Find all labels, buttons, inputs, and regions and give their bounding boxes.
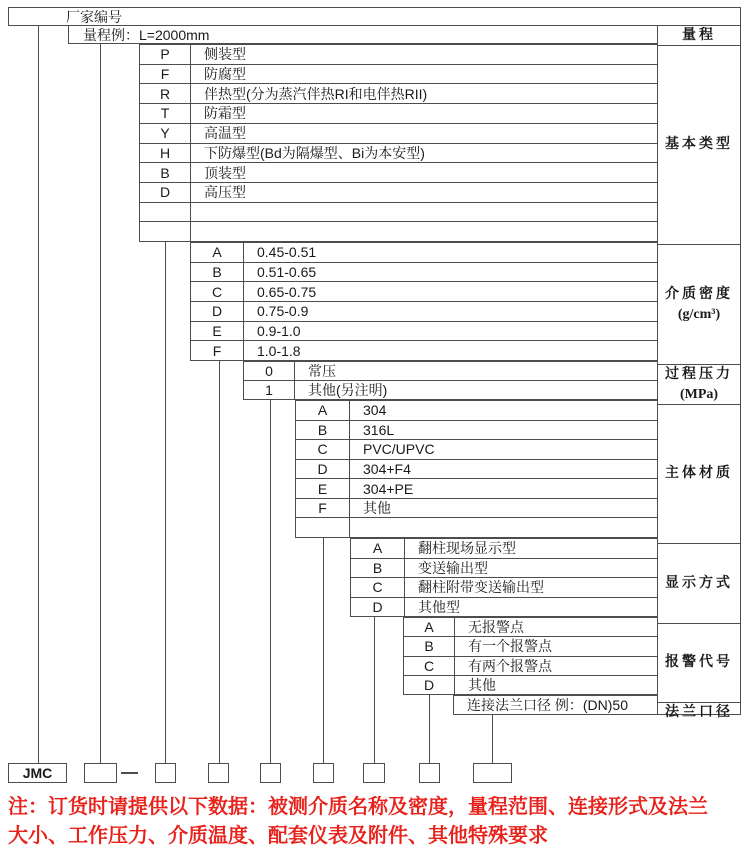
desc-cell: 翻柱附带变送输出型 xyxy=(418,579,544,596)
code-cell: D xyxy=(404,676,455,694)
desc-cell: 防腐型 xyxy=(204,66,246,83)
table-row xyxy=(404,637,657,656)
table-row xyxy=(244,381,657,399)
section-process-pressure xyxy=(243,361,658,400)
code-cell: C xyxy=(404,657,455,675)
table-row xyxy=(351,539,657,559)
table-row xyxy=(296,460,657,480)
range-example-row xyxy=(68,25,658,44)
model-code-box xyxy=(84,763,117,783)
table-row xyxy=(351,559,657,579)
table-row xyxy=(191,322,657,342)
table-row xyxy=(404,657,657,676)
model-code-box xyxy=(260,763,281,783)
desc-cell: 其他型 xyxy=(418,598,460,615)
code-cell: E xyxy=(296,479,350,498)
code-cell: B xyxy=(296,421,350,440)
flange-diameter-text: 连接法兰口径 例：(DN)50 xyxy=(467,697,629,713)
table-row xyxy=(191,282,657,302)
flange-diameter-row xyxy=(453,695,658,715)
label-medium-density: 介质密度 (g/cm³) xyxy=(658,245,740,365)
factory-number-label: 厂家编号 xyxy=(66,8,122,25)
code-cell: B xyxy=(140,163,191,182)
table-row xyxy=(191,302,657,322)
connector-line xyxy=(374,617,375,763)
code-cell: A xyxy=(296,401,350,420)
label-display-mode: 显示方式 xyxy=(658,544,740,624)
code-cell: F xyxy=(296,499,350,518)
desc-cell: 高温型 xyxy=(204,125,246,142)
code-cell: F xyxy=(140,65,191,84)
table-row xyxy=(296,479,657,499)
desc-cell: 翻柱现场显示型 xyxy=(418,540,516,557)
code-cell: D xyxy=(296,460,350,479)
code-cell: A xyxy=(404,618,455,636)
connector-line xyxy=(100,44,101,763)
desc-cell: 0.65-0.75 xyxy=(257,283,317,300)
table-row xyxy=(140,124,657,144)
table-row xyxy=(296,421,657,441)
desc-cell: 其他(另注明) xyxy=(308,382,388,398)
model-code-box xyxy=(419,763,440,783)
table-row-empty xyxy=(140,222,657,241)
desc-cell: 304+F4 xyxy=(363,461,411,478)
desc-cell: 侧装型 xyxy=(204,46,246,63)
desc-cell xyxy=(191,222,204,241)
code-cell: D xyxy=(351,598,405,617)
desc-cell: 0.51-0.65 xyxy=(257,264,317,280)
label-range: 量程 xyxy=(658,26,740,46)
model-code-box xyxy=(208,763,229,783)
desc-cell: 316L xyxy=(363,421,395,438)
code-cell: D xyxy=(191,302,244,321)
table-row xyxy=(296,401,657,421)
table-row xyxy=(296,440,657,460)
table-row xyxy=(351,578,657,598)
table-row xyxy=(244,362,657,381)
range-example-label: 量程例：L=2000mm xyxy=(83,26,210,43)
code-cell: C xyxy=(351,578,405,597)
code-cell: A xyxy=(351,539,405,558)
code-cell: A xyxy=(191,243,244,262)
section-body-material xyxy=(295,400,658,538)
connector-line xyxy=(323,538,324,763)
desc-cell: 高压型 xyxy=(204,184,246,201)
connector-line xyxy=(492,715,493,763)
desc-cell xyxy=(191,203,204,222)
desc-cell: 0.45-0.51 xyxy=(257,244,317,261)
desc-cell xyxy=(350,518,363,537)
connector-line xyxy=(219,361,220,763)
table-row xyxy=(140,104,657,124)
table-row xyxy=(351,598,657,617)
table-row xyxy=(140,163,657,183)
model-prefix-label: JMC xyxy=(22,765,53,781)
connector-line xyxy=(429,695,430,763)
label-process-pressure: 过程压力 (MPa) xyxy=(658,365,740,405)
code-cell: Y xyxy=(140,124,191,143)
desc-cell: 0.9-1.0 xyxy=(257,323,301,340)
model-code-box xyxy=(473,763,512,783)
model-code-box xyxy=(363,763,385,783)
section-medium-density xyxy=(190,242,658,361)
table-row-empty xyxy=(140,203,657,223)
desc-cell: 无报警点 xyxy=(468,619,524,636)
section-display-mode xyxy=(350,538,658,617)
code-cell: F xyxy=(191,341,244,360)
code-cell: R xyxy=(140,84,191,103)
connector-line xyxy=(38,25,39,763)
desc-cell: 有两个报警点 xyxy=(468,657,552,674)
desc-cell: 304 xyxy=(363,402,387,419)
desc-cell: 0.75-0.9 xyxy=(257,303,309,320)
table-row xyxy=(140,183,657,203)
code-cell xyxy=(296,518,350,537)
code-cell: C xyxy=(296,440,350,459)
code-cell xyxy=(140,222,191,241)
desc-cell: PVC/UPVC xyxy=(363,441,435,458)
ordering-note xyxy=(8,793,748,845)
label-basic-type: 基本类型 xyxy=(658,46,740,245)
code-cell: C xyxy=(191,282,244,301)
table-row xyxy=(140,65,657,85)
table-row xyxy=(140,45,657,65)
desc-cell: 防霜型 xyxy=(204,105,246,122)
desc-cell: 304+PE xyxy=(363,480,414,497)
desc-cell: 1.0-1.8 xyxy=(257,342,301,359)
label-flange-diameter: 法兰口径 xyxy=(665,705,733,720)
desc-cell: 顶装型 xyxy=(204,164,246,181)
desc-cell: 伴热型(分为蒸汽伴热RI和电伴热RII) xyxy=(204,85,428,102)
code-cell: D xyxy=(140,183,191,202)
label-body-material: 主体材质 xyxy=(658,405,740,544)
model-code-box xyxy=(313,763,334,783)
table-row xyxy=(404,676,657,694)
desc-cell: 其他 xyxy=(468,676,496,693)
category-label-column xyxy=(657,25,741,720)
section-basic-type xyxy=(139,44,658,242)
desc-cell: 有一个报警点 xyxy=(468,638,552,655)
table-row xyxy=(191,243,657,263)
table-row xyxy=(140,84,657,104)
table-row xyxy=(140,144,657,164)
table-row xyxy=(404,618,657,637)
code-cell: 0 xyxy=(244,362,295,380)
ordering-note-line2: 大小、工作压力、介质温度、配套仪表及附件、其他特殊要求 xyxy=(8,825,548,845)
code-cell: T xyxy=(140,104,191,123)
desc-cell: 常压 xyxy=(308,363,336,379)
code-cell: B xyxy=(404,637,455,655)
code-cell: B xyxy=(191,263,244,282)
connector-line xyxy=(165,242,166,763)
section-alarm-code xyxy=(403,617,658,695)
model-prefix-box xyxy=(8,763,67,783)
desc-cell: 下防爆型(Bd为隔爆型、Bi为本安型) xyxy=(204,144,425,161)
desc-cell: 其他 xyxy=(363,500,391,517)
connector-line xyxy=(270,400,271,763)
table-row xyxy=(296,499,657,519)
code-cell: 1 xyxy=(244,381,295,399)
table-row xyxy=(191,263,657,283)
code-cell xyxy=(140,203,191,222)
ordering-note-line1: 注：订货时请提供以下数据：被测介质名称及密度，量程范围、连接形式及法兰 xyxy=(8,796,708,818)
code-cell: P xyxy=(140,45,191,64)
table-row-empty xyxy=(296,518,657,537)
label-alarm-code: 报警代号 xyxy=(658,624,740,703)
code-cell: E xyxy=(191,322,244,341)
factory-number-row xyxy=(8,7,741,26)
model-separator-dash xyxy=(121,772,138,774)
table-row xyxy=(191,341,657,360)
model-code-box xyxy=(155,763,176,783)
code-cell: B xyxy=(351,559,405,578)
code-cell: H xyxy=(140,144,191,163)
desc-cell: 变送输出型 xyxy=(418,559,488,576)
